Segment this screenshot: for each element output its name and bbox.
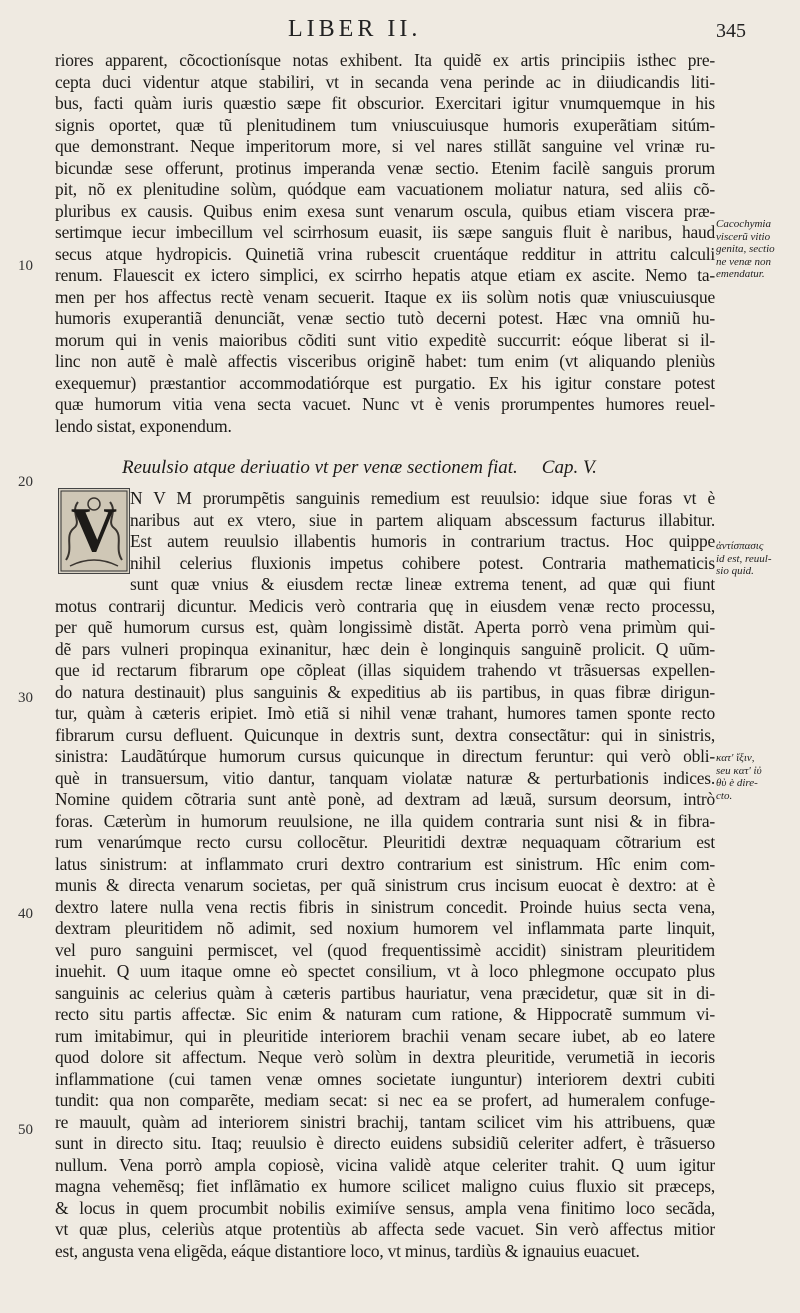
text-line: Est autem reuulsio illabentis humoris in contrarium tractus. Hoc quippe bbox=[130, 531, 715, 551]
text-line: cepta duci videntur atque stabiliri, vt in secanda vena perinde ac in diiudicandis liti- bbox=[55, 71, 715, 92]
text-line: signis oportet, quæ tũ plenitudinem tum vniuscuiusque humoris exuperãtiam sitúm- bbox=[55, 114, 715, 135]
line-number: 30 bbox=[18, 690, 33, 706]
text-line: fibrarum cursu defluent. Quicunque in dextris sunt, dextra consectãtur: qui in sinistris, bbox=[55, 724, 715, 745]
text-line: rum imitabimur, qui in pleuritide interiorem brachii venam secare iubet, ab eo latere bbox=[55, 1025, 715, 1046]
text-line: N V M prorumpẽtis sanguinis remedium est reuulsio: idque siue foras vt è bbox=[130, 488, 715, 508]
text-line: munis & directa venarum societas, per quã sinistrum crus incisum euocat è dextro: at è bbox=[55, 875, 715, 895]
text-line: latus sinistrum: at inflammato cruri dextro contrarium est sinistrum. Hîc enim com- bbox=[55, 853, 715, 874]
line-number: 50 bbox=[18, 1122, 33, 1138]
text-line: bicundæ sese offerunt, protinus imperanda venæ sectio. Etenim facilè sanguis prorum bbox=[55, 157, 715, 178]
text-line: & locus in quem procumbit nobilis eximiíve sensus, ampla vena finitimo loco secãda, bbox=[55, 1197, 715, 1218]
text-line: naribus aut ex vtero, siue in partem aliquam abscessum facturus illabitur. bbox=[130, 509, 715, 530]
text-line: rum venarúmque recto cursu collocẽtur. Pleuritidi dextræ nequaquam cõtrarium est bbox=[55, 832, 715, 852]
text-line: riores apparent, cõcoctionísque notas exhibent. Ita quidẽ ex artis principiis isthec pre- bbox=[55, 50, 715, 70]
text-line: pit, nõ ex plenitudine solùm, quódque eam vacuationem moliatur natura, sed aliis cõ- bbox=[55, 179, 715, 199]
text-line: motus contrarij dicuntur. Medicis verò contraria quę in eiusdem venæ recto processu, bbox=[55, 595, 715, 616]
chapter-body bbox=[55, 488, 715, 1262]
paragraph-continued bbox=[55, 50, 715, 437]
text-line: Nomine quidem cõtraria sunt antè ponè, ad dextram ad læuã, sursum deorsum, intrò bbox=[55, 789, 715, 809]
initial-letter: V bbox=[70, 494, 118, 565]
text-line: tur, quàm à cæteris eripiet. Imò etiã si nihil venæ trahant, humores tamen sponte recto bbox=[55, 703, 715, 723]
margin-note-line: Cacochymia bbox=[716, 218, 771, 230]
margin-note bbox=[716, 752, 798, 802]
text-line: men per hos affectus rectè venam secuerit. Itaque ex iis solùm notis quæ vniuscuiusque bbox=[55, 286, 715, 307]
margin-note-line: emendatur. bbox=[716, 268, 765, 280]
chapter-title: Reuulsio atque deriuatio vt per venæ sectionem fiat. bbox=[122, 457, 518, 478]
line-number: 40 bbox=[18, 906, 33, 922]
text-line: nihil celerius fluxionis impetus cohibere potest. Contraria mathematicis bbox=[130, 552, 715, 573]
line-number: 20 bbox=[18, 474, 33, 490]
text-line: morum qui in venis maioribus cõditi sunt vitio expeditè succurrit: eóque liberat si il- bbox=[55, 329, 715, 350]
text-line: do natura destinauit) plus sanguinis & expeditius ab iis partibus, in quas fibræ dirigun- bbox=[55, 681, 715, 702]
margin-note bbox=[716, 540, 798, 578]
text-line: quæ humorum vitia vena secta vacuet. Nunc vt è venis prorumpentes humores reuel- bbox=[55, 394, 715, 414]
text-line: renum. Flauescit ex ictero simplici, ex scirrho hepatis atque etiam ex ascite. Nemo ta- bbox=[55, 265, 715, 285]
page-number: 345 bbox=[716, 20, 746, 42]
margin-note-line: ἀντίσπασις bbox=[716, 540, 764, 552]
text-line: humoris exuperantiã denunciãt, venæ sectio tutò decerni potest. Hæc vna omniũ hu- bbox=[55, 308, 715, 328]
text-line: sunt in directo situ. Itaq; reuulsio è directo euidens subsidiũ celeriter adfert, è trãsuerso bbox=[55, 1133, 715, 1153]
text-line: sertimque iecur imbecillum vel scirrhosum euasit, iis sæpe sanguis fluit è naribus, haud bbox=[55, 222, 715, 242]
text-line: tundit: qua non comparẽte, mediam secat: si nec ea se profert, ad humeralem confuge- bbox=[55, 1090, 715, 1110]
text-line: dẽ pars vulneri propinqua exinanitur, hæc dein è longinquis sanguinẽ prolicit. Q uũm- bbox=[55, 638, 715, 659]
margin-note-line: ne venæ non bbox=[716, 255, 771, 268]
margin-note-line: sio quid. bbox=[716, 565, 754, 577]
running-head bbox=[0, 8, 800, 44]
text-line: vt quæ plus, celeriùs atque protentiùs ab affecta sede vacuet. Sin verò affectus mitior bbox=[55, 1219, 715, 1239]
text-line: foras. Cæterùm in humorum reuulsione, ne illa quidem contraria sunt nisi & in fibra- bbox=[55, 810, 715, 831]
text-line: lendo sistat, exponendum. bbox=[55, 415, 232, 436]
text-line: per quẽ humorum cursus est, quàm longissimè distãt. Aperta porrò vena primùm qui- bbox=[55, 617, 715, 637]
margin-note-line: cto. bbox=[716, 789, 733, 802]
text-line: secus atque hydropicis. Quinetiã vrina rubescit cruentáque redditur in attritu calculi bbox=[55, 243, 715, 264]
running-title: LIBER II. bbox=[288, 16, 422, 42]
line-number: 10 bbox=[18, 258, 33, 274]
text-line: inuehit. Q uum itaque omne eò spectet consilium, vt à loco phlegmone occupato plus bbox=[55, 961, 715, 981]
text-line: nullum. Vena porrò ampla copiosè, vicina validè atque celeriter trahit. Q uum igitur bbox=[55, 1154, 715, 1175]
text-line: vel puro sanguini permiscet, vel (quod frequentissimè accidit) sinistram pleuritidem bbox=[55, 939, 715, 960]
text-line: sinistra: Laudãtúrque humorum cursus quicunque in directum feruntur: qui verò obli- bbox=[55, 746, 715, 766]
text-line: sanguinis ac celerius quàm à cæteris partibus hauriatur, vena præcidetur, quæ sit in di- bbox=[55, 982, 715, 1003]
text-line: sunt quæ vnius & eiusdem rectæ lineæ extrema tenent, ad quæ qui fiunt bbox=[130, 574, 715, 594]
text-line: linc non autẽ è malè affectis visceribus originẽ habet: tum enim (vt aliquando pleniùs bbox=[55, 351, 715, 371]
text-line: que id rectarum fibrarum ope cõpleat (illas siquidem trahendo vt trãsuersas expellen- bbox=[55, 660, 715, 680]
text-line: pluribus ex causis. Quibus enim exesa sunt venarum oscula, quibus etiam viscera præ- bbox=[55, 200, 715, 221]
text-line: dextro latere nulla vena rectis fibris in sinistrum concedit. Proinde huius secta vena, bbox=[55, 896, 715, 917]
chapter-heading bbox=[122, 457, 682, 479]
margin-note-line: κατ' ἴξιν, bbox=[716, 752, 755, 764]
text-line: recto situ partis affectæ. Sic enim & naturam cum ratione, & Hippocratẽ summum vi- bbox=[55, 1004, 715, 1024]
chapter-number: Cap. V. bbox=[541, 457, 597, 478]
text-line: quod dolore sit affectum. Neque verò solùm in dextra pleuritide, verumetiã in iecoris bbox=[55, 1047, 715, 1067]
text-line: bus, facti quàm iuris quæstio sæpe fit obscurior. Exercitari igitur vnumquemque in his bbox=[55, 93, 715, 113]
margin-note-line: viscerũ vitio bbox=[716, 230, 771, 243]
text-line: magna vehemẽsq; fiet inflãmatio ex humore scilicet maligno cuius fluxio sit præceps, bbox=[55, 1176, 715, 1196]
text-line: què in transuersum, vitio dantur, tanquam violatæ naturæ & perturbationis indices. bbox=[55, 767, 715, 788]
margin-note bbox=[716, 218, 798, 281]
text-line: exequemur) præstantior accommodatiórque est purgatio. Ex his igitur constare potest bbox=[55, 372, 715, 393]
text-line: inflammatione (cui tamen venæ omnes societate iunguntur) interiorem dextri cubiti bbox=[55, 1068, 715, 1089]
text-line: que demonstrant. Neque imperitorum more, si vel nares stillãt sanguine vel vrinæ ru- bbox=[55, 136, 715, 156]
margin-note-line: id est, reuul- bbox=[716, 552, 772, 565]
margin-note-line: genita, sectio bbox=[716, 243, 775, 255]
margin-note-line: seu κατ' ἰὐ bbox=[716, 764, 762, 777]
text-line: re mauult, quàm ad interiorem sinistri brachij, tantam scilicet vim his attribuens, quæ bbox=[55, 1111, 715, 1132]
text-line: dextram pleuritidem nõ adimit, sed noxium humorem vel inflammata parte linquit, bbox=[55, 918, 715, 938]
text-line: est, angusta vena eligẽda, eáque distantiore loco, vt minus, tardiùs & ignauius euacuet. bbox=[55, 1240, 640, 1261]
margin-note-line: θὺ è dire- bbox=[716, 777, 758, 789]
